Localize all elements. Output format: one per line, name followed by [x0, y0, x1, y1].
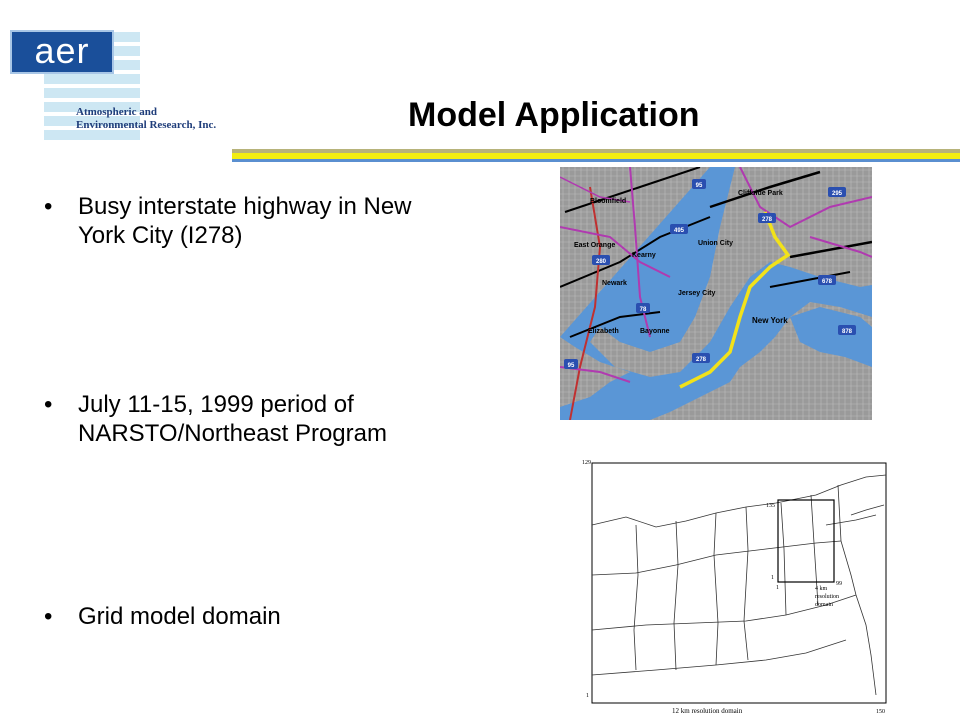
- slide-title: Model Application: [408, 96, 700, 134]
- outer-caption: 12 km resolution domain: [672, 707, 743, 715]
- svg-text:280: 280: [595, 259, 607, 265]
- nyc-highway-map: [560, 167, 872, 420]
- map-graphic: [560, 167, 872, 420]
- svg-text:Bloomfield: Bloomfield: [590, 198, 627, 205]
- svg-text:Cliffside Park: Cliffside Park: [738, 190, 783, 197]
- svg-text:East Orange: East Orange: [574, 242, 616, 249]
- svg-text:Elizabeth: Elizabeth: [588, 328, 619, 335]
- inner-caption-2: resolution: [815, 594, 839, 600]
- inner-label-bottom: 1: [776, 585, 779, 591]
- grid-domain-figure: [566, 455, 896, 717]
- outer-label-top: 129: [582, 460, 591, 466]
- svg-text:Kearny: Kearny: [632, 252, 656, 259]
- inner-label-top: 135: [766, 503, 775, 509]
- company-name: [76, 106, 246, 132]
- title-rule: [0, 149, 960, 163]
- svg-text:95: 95: [567, 363, 575, 369]
- svg-text:78: 78: [639, 307, 647, 313]
- inner-caption-3: domain: [815, 602, 833, 608]
- svg-text:Jersey City: Jersey City: [678, 290, 716, 297]
- svg-text:New York: New York: [752, 316, 788, 325]
- svg-text:678: 678: [821, 279, 833, 285]
- aer-logo: [10, 26, 242, 144]
- logo-mark-text: aer: [34, 30, 90, 71]
- outer-label-origin: 1: [586, 693, 589, 699]
- svg-text:278: 278: [695, 357, 707, 363]
- company-line-2: Environmental Research, Inc.: [76, 119, 217, 131]
- outer-label-right: 150: [876, 709, 885, 715]
- svg-text:95: 95: [695, 183, 703, 189]
- bullet-marker: •: [44, 193, 53, 220]
- bullet-item: [44, 390, 424, 448]
- inner-label-right: 99: [836, 581, 842, 587]
- bullet-text: July 11-15, 1999 period of NARSTO/Northeast Program: [78, 391, 387, 447]
- domain-map-graphic: [566, 455, 896, 717]
- bullet-item: [44, 192, 424, 250]
- bullet-marker: •: [44, 391, 53, 418]
- logo-mark: [10, 30, 114, 74]
- svg-text:Union City: Union City: [698, 240, 733, 247]
- bullet-marker: •: [44, 603, 53, 630]
- svg-text:878: 878: [841, 329, 853, 335]
- svg-text:278: 278: [761, 217, 773, 223]
- bullet-item: [44, 602, 424, 631]
- inner-label-left: 1: [771, 575, 774, 581]
- svg-text:Bayonne: Bayonne: [640, 328, 670, 335]
- inner-caption-1: 4 km: [815, 586, 828, 592]
- bullet-text: Busy interstate highway in New York City (I278): [78, 193, 412, 249]
- svg-text:495: 495: [673, 228, 685, 234]
- svg-text:Newark: Newark: [602, 280, 627, 287]
- bullet-text: Grid model domain: [78, 603, 281, 630]
- svg-text:295: 295: [831, 191, 843, 197]
- company-line-1: Atmospheric and: [76, 106, 157, 118]
